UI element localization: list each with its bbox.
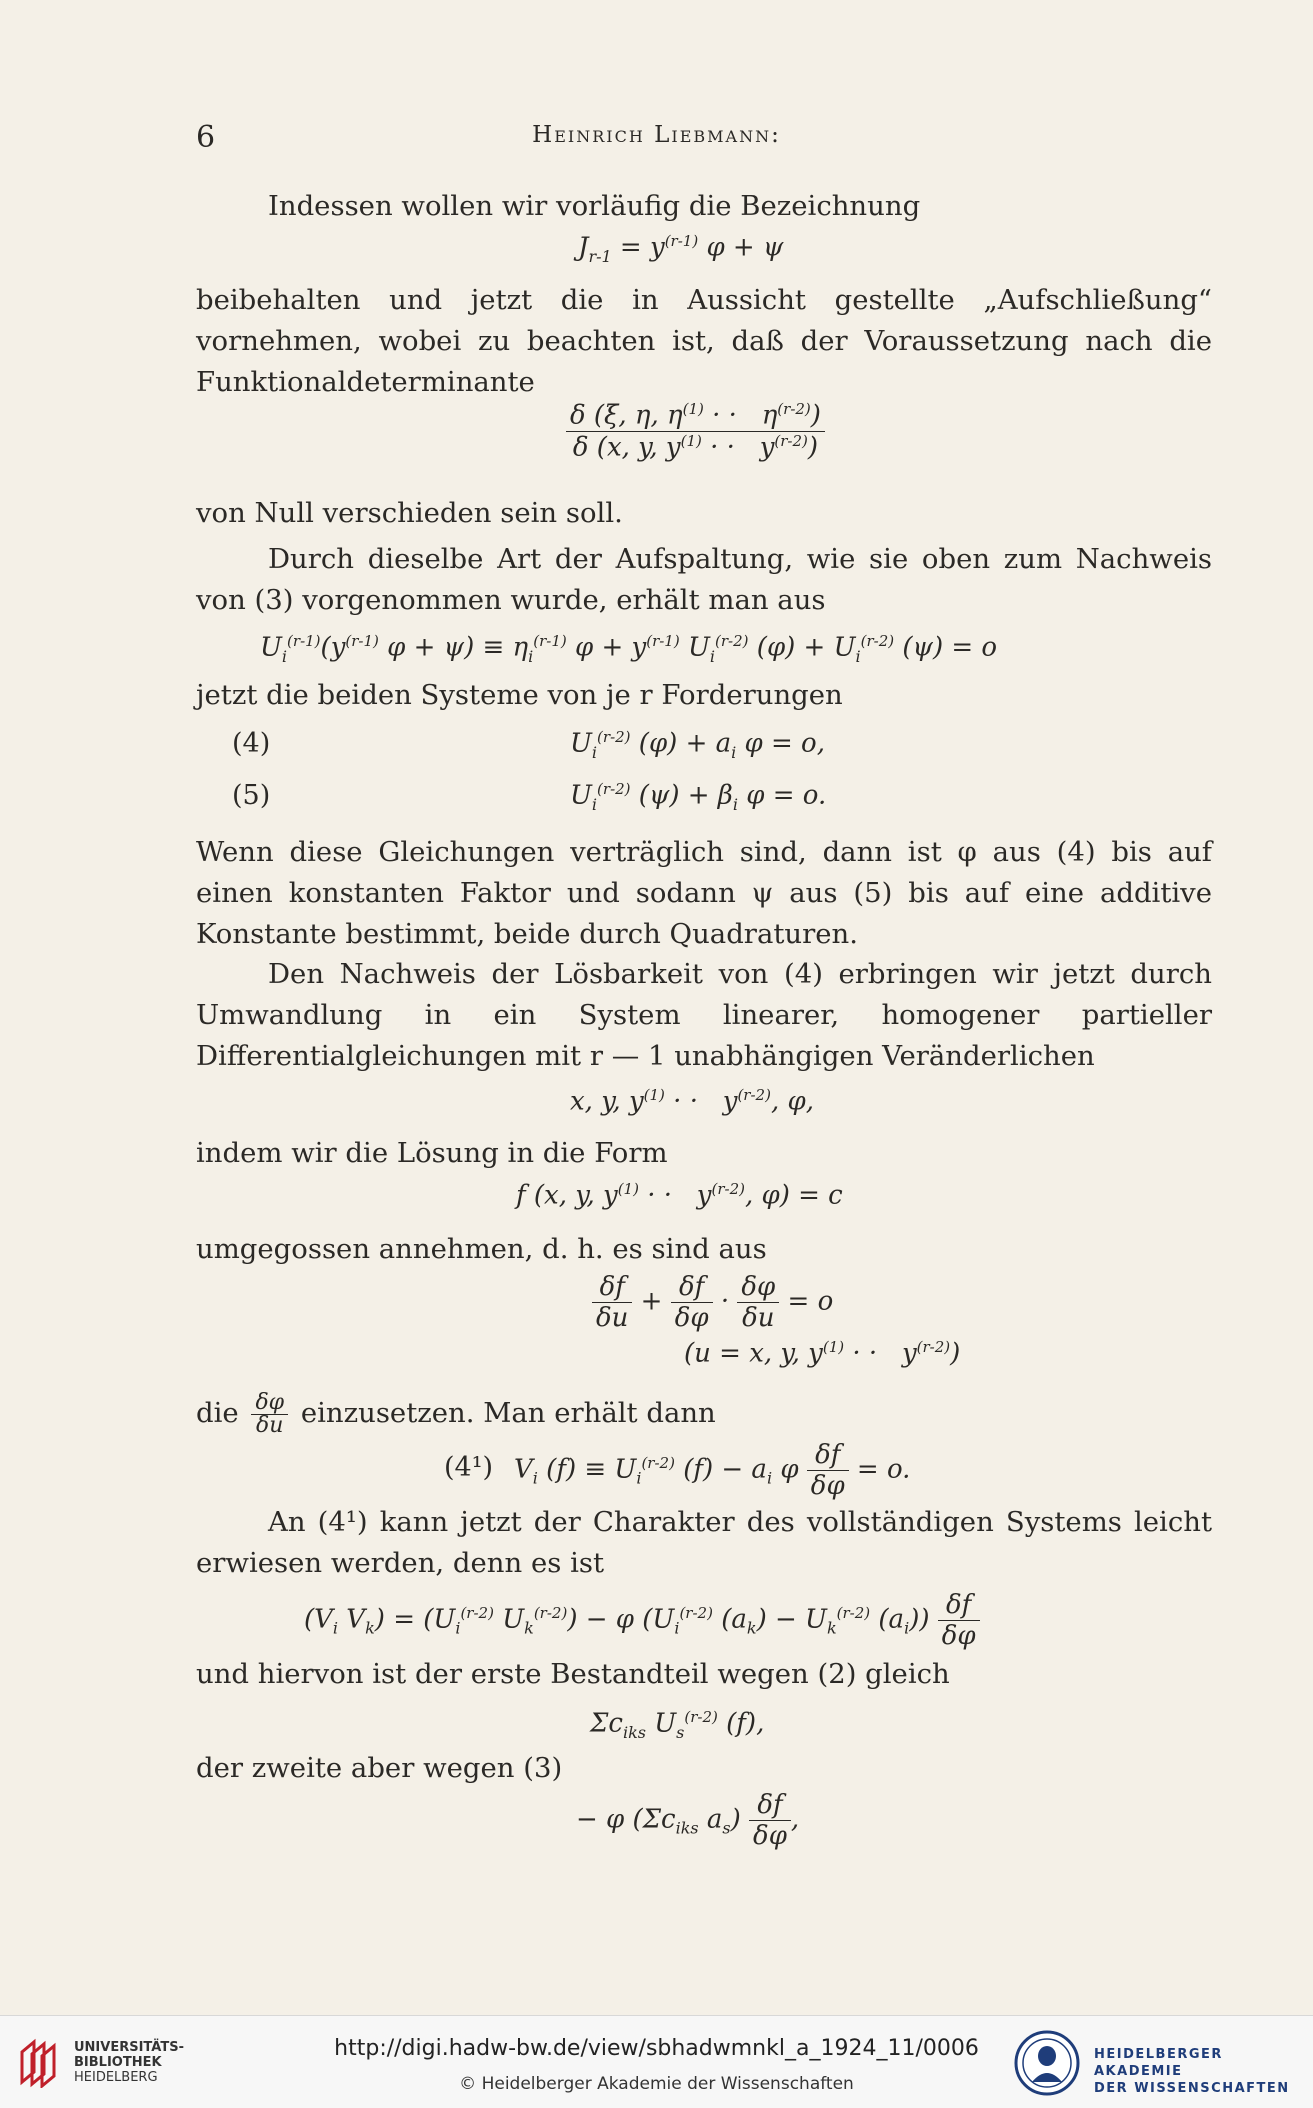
academy-seal-icon [1014, 2030, 1080, 2096]
paragraph-3: von Null verschieden sein soll. [196, 497, 623, 529]
paragraph-13: der zweite aber wegen (3) [196, 1752, 563, 1784]
viewer-footer [0, 2015, 1313, 2108]
formula-aufspaltung: $U_i^{(r-1)}(y^{(r-1)}$ $\varphi + \psi) \equiv \eta_i^{(r-1)}$ $\varphi + y^{(r-1)}$ $U_i^{(r-2)}$ $(\varphi) + U_i^{(r-2)}$ (ψ) = o [260, 632, 998, 666]
paragraph-11: An (4¹) kann jetzt der Charakter des vollständigen Systems leicht erwiesen werden, denn es ist [196, 1506, 1212, 1579]
formula-determinant: $\frac{\delta (\xi, \eta, \eta^{(1)} \cdot \cdot \eta^{(r-2)})}{\delta (x, y, y^{(1)} \cdot \cdot y^{(r-2)})}$ [566, 400, 825, 462]
running-head: Heinrich Liebmann: [532, 122, 781, 148]
paragraph-12: und hiervon ist der erste Bestandteil wegen (2) gleich [196, 1658, 950, 1690]
permalink-url[interactable]: http://digi.hadw-bw.de/view/sbhadwmnkl_a_1924_11/0006 [334, 2036, 979, 2061]
formula-u-range: (u = x, y, $y^{(1)}$ · · $y^{(r-2)}$) [684, 1338, 961, 1369]
copyright-notice: © Heidelberger Akademie der Wissenschaften [459, 2074, 854, 2094]
formula-41: $V_i$ $(f) \equiv U_i^{(r-2)}$ $(f) - a_i$ φ $\frac{\delta f}{\delta\varphi}$ = o. [514, 1440, 911, 1501]
paragraph-10 [196, 1392, 716, 1437]
formula-sum-1: $\Sigma c_{iks}$ $U_s^{(r-2)}$ (f), [590, 1708, 765, 1742]
fraction-dphi-du: $\frac{\delta\varphi}{\delta u}$ [251, 1392, 288, 1437]
formula-sum-2: − φ ($\Sigma c_{iks}$ $a_s$) $\frac{\delta f}{\delta\varphi}$ , [576, 1790, 800, 1851]
formula-4: $U_i^{(r-2)}$ $(\varphi) + a_i$ φ = o, [570, 728, 825, 762]
paragraph-10-start: die [196, 1397, 239, 1429]
equation-number-4: (4) [232, 728, 271, 759]
academy-name: HEIDELBERGER AKADEMIE DER WISSENSCHAFTEN [1094, 2047, 1290, 2096]
paragraph-1: Indessen wollen wir vorläufig die Bezeichnung [268, 190, 921, 222]
paragraph-5: jetzt die beiden Systeme von je r Forderungen [196, 679, 843, 711]
formula-partial: $\frac{\delta f}{\delta u}$ + $\frac{\delta f}{\delta\varphi}$ · $\frac{\delta\varphi}{\delta u}$ = o [592, 1272, 833, 1333]
formula-j: $J_{r-1} = y^{(r-1)}$ φ + ψ [578, 232, 784, 266]
paragraph-6: Wenn diese Gleichungen verträglich sind, dann ist φ aus (4) bis auf einen konstanten Faktor und sodann ψ aus (5) bis auf eine additive Konstante bestimmt, beide durch Quadraturen. [196, 836, 1212, 950]
paragraph-8: indem wir die Lösung in die Form [196, 1137, 668, 1169]
page-number: 6 [196, 120, 216, 155]
formula-5: $U_i^{(r-2)}$ $(\psi) + \beta_i$ φ = o. [570, 780, 827, 814]
equation-number-5: (5) [232, 780, 271, 811]
formula-variables: x, y, $y^{(1)}$ · · $y^{(r-2)}$, φ, [570, 1086, 814, 1117]
formula-poisson: ($V_i$ $V_k) = (U_i^{(r-2)}$ $U_k^{(r-2)}) - \varphi$ ($U_i^{(r-2)}$ $(a_k) - U_k^{(r-2)}$ $(a_i)$) $\frac{\delta f}{\delta\varphi}$ [304, 1590, 980, 1651]
paragraph-4: Durch dieselbe Art der Aufspaltung, wie sie oben zum Nachweis von (3) vorgenommen wurde, erhält man aus [196, 543, 1212, 616]
paragraph-7: Den Nachweis der Lösbarkeit von (4) erbringen wir jetzt durch Umwandlung in ein System linearer, homogener partieller Differentialgleichungen mit r — 1 unabhängigen Veränderlichen [196, 958, 1212, 1072]
paragraph-10-end: einzusetzen. Man erhält dann [300, 1397, 716, 1429]
paragraph-9: umgegossen annehmen, d. h. es sind aus [196, 1233, 767, 1265]
formula-loesung: f (x, y, $y^{(1)}$ · · $y^{(r-2)}$, φ) = c [516, 1180, 843, 1211]
library-name: UNIVERSITÄTS- BIBLIOTHEK HEIDELBERG [74, 2040, 184, 2085]
equation-number-41: (4¹) [444, 1452, 494, 1483]
paragraph-2: beibehalten und jetzt die in Aussicht gestellte „Aufschließung“ vornehmen, wobei zu beachten ist, daß der Voraussetzung nach die Funktionaldeterminante [196, 284, 1212, 398]
